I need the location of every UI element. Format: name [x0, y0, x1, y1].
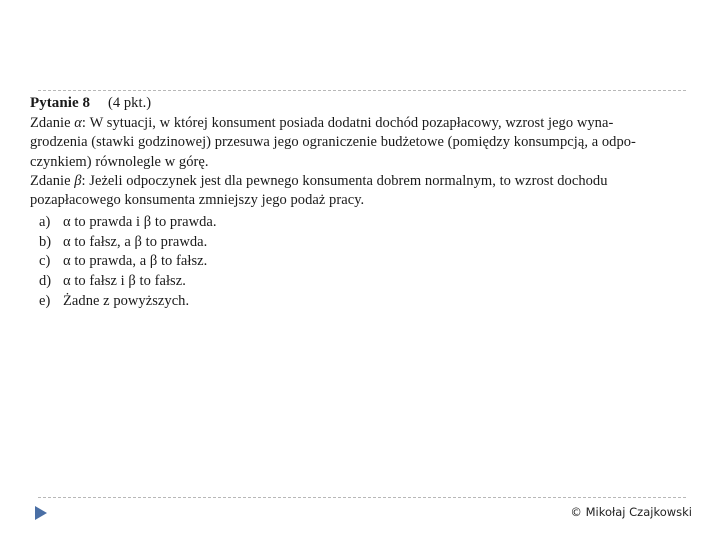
answer-option-a: [30, 213, 680, 233]
statement-beta-line-1: [30, 172, 680, 191]
answer-letter: d): [39, 273, 52, 289]
statement-alpha-label: Zdanie: [30, 115, 75, 132]
answer-letter: c): [39, 253, 51, 270]
answer-option-b: [30, 233, 680, 253]
question-block: [30, 94, 680, 311]
alpha-symbol: α: [74, 115, 82, 132]
answer-letter: b): [39, 233, 52, 250]
answer-text: α to prawda i β to prawda.: [63, 214, 217, 231]
bottom-divider: [38, 497, 686, 498]
answer-letter: e): [39, 292, 51, 309]
statement-alpha: [30, 114, 680, 172]
top-divider: [38, 90, 686, 91]
statement-alpha-text-1: : W sytuacji, w której konsument posiada dodatni dochód pozapłacowy, wzrost jego wyna-: [81, 115, 614, 132]
answer-text: α to fałsz i β to fałsz.: [63, 273, 186, 289]
statement-beta-text-1: : Jeżeli odpoczynek jest dla pewnego konsumenta dobrem normalnym, to wzrost dochodu: [81, 172, 608, 189]
question-heading: [30, 94, 680, 113]
answer-text: α to fałsz, a β to prawda.: [63, 233, 208, 250]
answer-option-c: [30, 252, 680, 272]
triangle-right-icon[interactable]: [34, 505, 48, 521]
statement-beta: [30, 172, 680, 210]
answer-text: α to prawda, a β to fałsz.: [63, 253, 208, 270]
statement-alpha-line-1: [30, 114, 680, 133]
statement-beta-label: Zdanie: [30, 172, 75, 189]
answer-letter: a): [39, 214, 51, 231]
copyright-text: © Mikołaj Czajkowski: [570, 505, 692, 519]
question-title: Pytanie 8: [30, 95, 91, 111]
question-points: (4 pkt.): [108, 95, 152, 111]
statement-alpha-line-2: grodzenia (stawki godzinowej) przesuwa jego ograniczenie budżetowe (pomiędzy konsumpcją, a odpo-: [30, 134, 636, 151]
statement-alpha-line-3: czynkiem) równolegle w górę.: [30, 153, 209, 170]
answer-list: [30, 213, 680, 311]
answer-option-d: [30, 272, 680, 292]
answer-option-e: [30, 292, 680, 312]
statement-beta-line-2: pozapłacowego konsumenta zmniejszy jego podaż pracy.: [30, 192, 365, 209]
answer-text: Żadne z powyższych.: [63, 292, 190, 309]
beta-symbol: β: [74, 172, 82, 189]
